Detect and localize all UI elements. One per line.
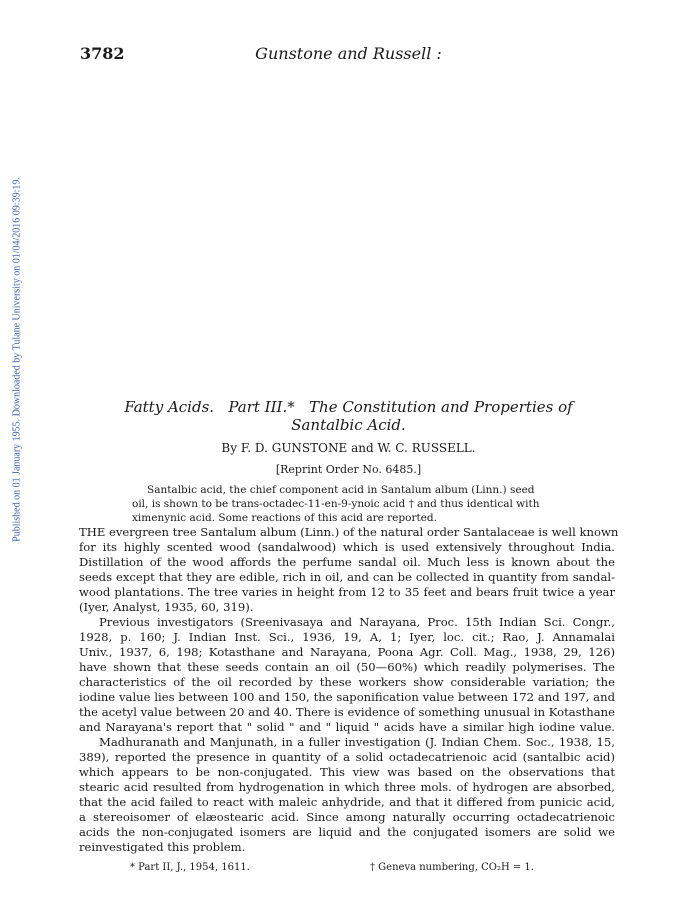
body-line: a stereoisomer of elæostearic acid. Since among naturally occurring octadecatrienoic [79, 810, 615, 824]
body-line: acids the non-conjugated isomers are liquid and the conjugated isomers are solid we [79, 825, 615, 839]
body-line: stearic acid resulted from hydrogenation in which three mols. of hydrogen are absorbed, [79, 780, 615, 794]
body-line: 1928, p. 160; J. Indian Inst. Sci., 1936, 19, A, 1; Iyer, loc. cit.; Rao, J. Annamalai [79, 630, 615, 644]
body-line: that the acid failed to react with maleic anhydride, and that it differed from punicic acid, [79, 795, 615, 809]
body-line: Madhuranath and Manjunath, in a fuller investigation (J. Indian Chem. Soc., 1938, 15, [99, 735, 615, 749]
download-stamp: Published on 01 January 1955. Downloaded by Tulane University on 01/04/2016 09:39:19. [11, 177, 23, 542]
footnote-part-ii: * Part II, J., 1954, 1611. [130, 862, 250, 873]
body-line: and Narayana's report that " solid " and " liquid " acids have a similar high iodine value. [79, 720, 615, 734]
page-number: 3782 [80, 44, 125, 63]
body-line: THE evergreen tree Santalum album (Linn.) of the natural order Santalaceae is well known [79, 525, 619, 539]
body-line: Previous investigators (Sreenivasaya and Narayana, Proc. 15th Indian Sci. Congr., [99, 615, 615, 629]
body-line: seeds except that they are edible, rich in oil, and can be collected in quantity from sandal- [79, 570, 615, 584]
body-line: iodine value lies between 100 and 150, the saponification value between 172 and 197, and [79, 690, 615, 704]
abstract-line: Santalbic acid, the chief component acid in Santalum album (Linn.) seed [147, 484, 535, 496]
body-line: reinvestigated this problem. [79, 840, 246, 854]
body-line: have shown that these seeds contain an oil (50—60%) which readily polymerises. The [79, 660, 615, 674]
author-line: By F. D. GUNSTONE and W. C. RUSSELL. [221, 441, 476, 455]
body-line: Distillation of the wood affords the perfume sandal oil. Much less is known about the [79, 555, 615, 569]
reprint-order: [Reprint Order No. 6485.] [275, 463, 422, 476]
body-line: which appears to be non-conjugated. This view was based on the observations that [79, 765, 615, 779]
body-line: characteristics of the oil recorded by these workers show considerable variation; the [79, 675, 615, 689]
footnote-geneva-numbering: † Geneva numbering, CO₂H = 1. [370, 862, 534, 873]
running-head: Gunstone and Russell : [255, 44, 442, 63]
body-line: the acetyl value between 20 and 40. There is evidence of something unusual in Kotasthane [79, 705, 615, 719]
body-line: 389), reported the presence in quantity of a solid octadecatrienoic acid (santalbic acid) [79, 750, 615, 764]
body-line: (Iyer, Analyst, 1935, 60, 319). [79, 600, 254, 614]
abstract-line: ximenynic acid. Some reactions of this acid are reported. [132, 512, 437, 524]
article-title-line-1: Fatty Acids. Part III.* The Constitution and Properties of [124, 398, 573, 416]
article-title-line-2: Santalbic Acid. [291, 416, 406, 434]
body-line: for its highly scented wood (sandalwood) which is used extensively throughout India. [79, 540, 615, 554]
abstract-line: oil, is shown to be trans-octadec-11-en-9-ynoic acid † and thus identical with [132, 498, 540, 510]
body-line: wood plantations. The tree varies in height from 12 to 35 feet and bears fruit twice a year [79, 585, 615, 599]
body-line: Univ., 1937, 6, 198; Kotasthane and Narayana, Poona Agr. Coll. Mag., 1938, 29, 126) [79, 645, 615, 659]
